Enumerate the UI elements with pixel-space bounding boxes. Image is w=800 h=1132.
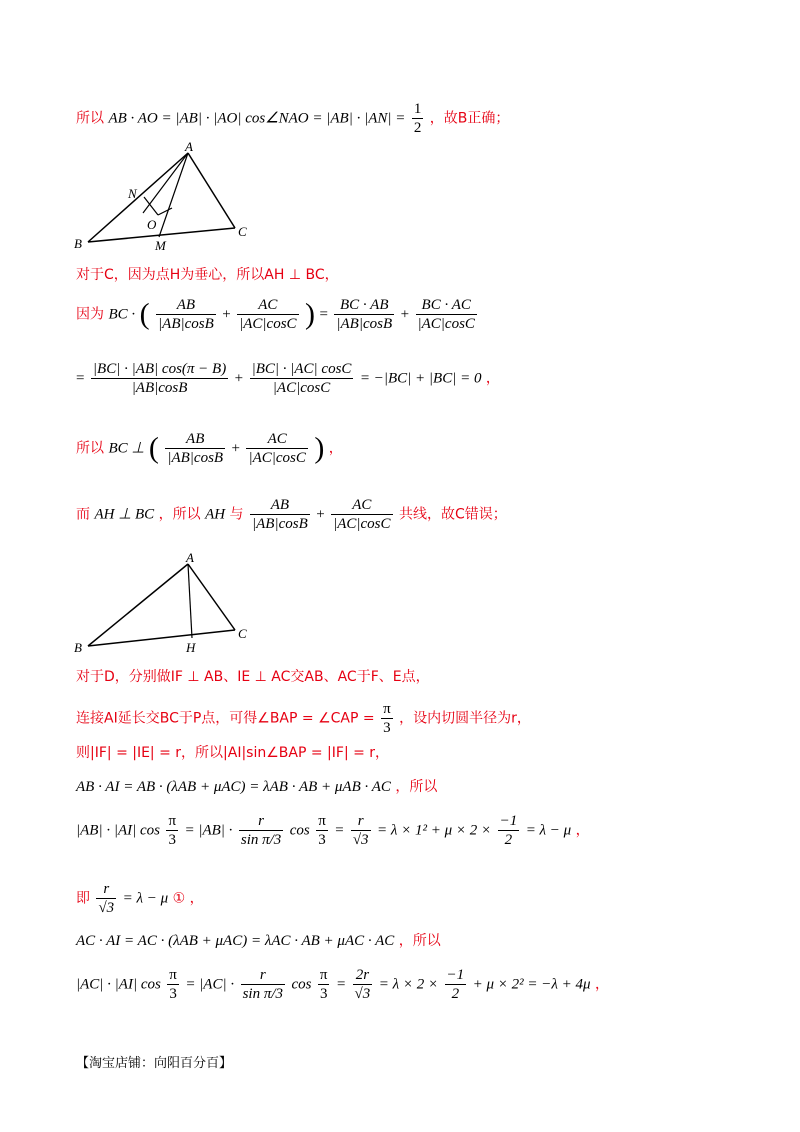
line-12-math: = λ − μ [122, 890, 169, 907]
plus-sign: + [400, 306, 410, 323]
fraction-numerator: AB [156, 296, 216, 315]
paren-close: ) [314, 431, 325, 465]
fraction-numerator: −1 [446, 967, 465, 983]
line-9 [76, 742, 389, 762]
line-2-text: 对于C，因为点H为垂心，所以AH ⊥ BC， [76, 267, 339, 283]
line-4-tail: = −|BC| + |BC| = 0 [359, 370, 482, 387]
fraction [246, 430, 307, 467]
line-13-suffix: ，所以 [398, 933, 441, 949]
fraction-denominator: 2 [413, 120, 422, 136]
plus-sign: + [222, 306, 231, 323]
line-5-prefix: 所以 [76, 440, 104, 457]
line-14-math-a: |AC| · |AI| cos [76, 976, 161, 993]
fraction-denominator: sin π/3 [240, 832, 282, 848]
fraction-numerator: AC [246, 430, 307, 449]
line-14-math-e: = λ × 2 × [378, 976, 439, 993]
line-11-math-a: |AB| · |AI| cos [76, 822, 160, 839]
line-4-comma: ， [485, 370, 500, 387]
fraction-numerator: π [318, 813, 326, 829]
line-1 [76, 100, 509, 137]
line-10-suffix: ，所以 [395, 779, 438, 795]
fraction-denominator: 3 [319, 986, 328, 1002]
line-1-math: AB · AO = |AB| · |AO| cos∠NAO = |AB| · |AN| = [108, 110, 406, 127]
line-10 [76, 776, 437, 796]
fraction-denominator: |AB|cosB [252, 516, 308, 532]
fraction-numerator: r [96, 880, 116, 899]
fraction-denominator: √3 [354, 986, 371, 1002]
line-6-mid: ，所以 [158, 506, 201, 523]
line-14 [76, 966, 609, 1003]
line-13-math: AC · AI = AC · (λAB + μAC) = λAC · AB + μAC · AC [76, 933, 395, 949]
fraction [166, 812, 178, 849]
line-3 [76, 296, 479, 333]
line-8 [76, 700, 531, 737]
fraction-denominator: |AC|cosC [417, 316, 475, 332]
fraction [381, 700, 393, 737]
fraction-numerator: r [351, 812, 371, 831]
fraction-numerator: AB [250, 496, 310, 515]
line-13 [76, 930, 441, 950]
label-B: B [74, 640, 82, 652]
paren-close: ) [305, 297, 316, 331]
line-11 [76, 812, 590, 849]
plus-sign: + [316, 506, 325, 523]
line-5-comma: ， [328, 440, 343, 457]
line-12 [76, 880, 204, 917]
fraction-numerator: −1 [499, 813, 518, 829]
line-11-math-e: = λ × 1² + μ × 2 × [377, 822, 492, 839]
line-14-comma: ， [594, 976, 609, 993]
circled-one: ① [172, 890, 186, 907]
label-B: B [74, 236, 82, 251]
line-4 [76, 360, 500, 397]
line-11-math-b: = |AB| · [184, 822, 233, 839]
fraction [250, 360, 354, 397]
fraction [331, 496, 392, 533]
line-2 [76, 264, 339, 284]
fraction [318, 966, 330, 1003]
line-6-with: 与 [229, 506, 244, 523]
fraction-denominator: |AB|cosB [158, 316, 214, 332]
label-C: C [238, 224, 247, 239]
line-14-math-b: = |AC| · [185, 976, 235, 993]
fraction-numerator: 1 [413, 101, 422, 117]
line-5-math: BC ⊥ [108, 440, 145, 457]
fraction [334, 296, 394, 333]
fraction-numerator: AB [165, 430, 225, 449]
line-6 [76, 496, 507, 533]
footer-shop-label: 【淘宝店铺：向阳百分百】 [76, 1056, 233, 1071]
fraction-numerator: AC [331, 496, 392, 515]
line-7 [76, 666, 430, 686]
equals-sign: = [319, 306, 328, 323]
fraction-numerator: BC · AB [334, 296, 394, 315]
label-N: N [128, 186, 137, 201]
line-12-prefix: 即 [76, 890, 90, 907]
line-10-math: AB · AI = AB · (λAB + μAC) = λAB · AB + μAB · AC [76, 779, 391, 795]
fraction-denominator: |AC|cosC [272, 380, 331, 396]
fraction [167, 966, 179, 1003]
fraction-numerator: π [169, 967, 177, 983]
line-7-text: 对于D，分别做IF ⊥ AB、IE ⊥ AC交AB、AC于F、E点， [76, 669, 430, 685]
triangle-figure-2 [70, 552, 270, 652]
equals-sign: = [76, 370, 85, 387]
triangle-figure-1 [70, 142, 270, 252]
line-6-math-1: AH ⊥ BC [94, 506, 155, 523]
fraction-denominator: |AB|cosB [336, 316, 393, 332]
fraction [96, 880, 116, 917]
fraction-numerator: |BC| · |AB| cos(π − B) [92, 361, 227, 377]
fraction [416, 296, 477, 333]
fraction-denominator: |AB|cosB [131, 380, 188, 396]
label-M: M [155, 238, 166, 252]
line-11-comma: ， [575, 822, 590, 839]
label-A: A [186, 552, 194, 565]
fraction-denominator: √3 [352, 832, 369, 848]
label-O: O [147, 217, 157, 232]
line-1-prefix: 所以 [76, 110, 104, 127]
fraction-numerator: AC [237, 296, 298, 315]
fraction [165, 430, 225, 467]
label-C: C [238, 626, 247, 641]
fraction-numerator: π [319, 967, 328, 983]
fraction-denominator: 3 [169, 986, 177, 1002]
fraction-denominator: |AC|cosC [333, 516, 391, 532]
fraction-numerator: π [383, 701, 391, 717]
fraction-numerator: π [168, 813, 177, 829]
fraction-denominator: sin π/3 [242, 986, 283, 1002]
label-H: H [186, 640, 196, 652]
label-A: A [185, 142, 193, 154]
fraction [316, 812, 328, 849]
fraction-denominator: √3 [98, 900, 115, 916]
fraction-numerator: BC · AC [416, 296, 477, 315]
line-3-prefix: 因为 [76, 306, 104, 323]
fraction [250, 496, 310, 533]
line-1-fraction [412, 100, 424, 137]
fraction-denominator: 3 [168, 832, 176, 848]
line-12-comma: ， [189, 890, 204, 907]
line-5 [76, 430, 343, 467]
fraction-denominator: |AB|cosB [167, 450, 224, 466]
fraction-denominator: 2 [504, 832, 513, 848]
fraction [353, 966, 373, 1003]
line-14-math-c: cos [291, 976, 312, 993]
line-11-math-c: cos [289, 822, 310, 839]
fraction-numerator: |BC| · |AC| cosC [251, 361, 352, 377]
fraction [241, 966, 285, 1003]
paren-open: ( [139, 297, 150, 331]
fraction [351, 812, 371, 849]
line-11-math-d: = [334, 822, 345, 839]
line-14-math-d: = [335, 976, 347, 993]
line-11-math-f: = λ − μ [525, 822, 572, 839]
fraction [239, 812, 283, 849]
plus-sign: + [234, 370, 244, 387]
fraction-numerator: r [241, 966, 285, 985]
line-1-suffix: ，故B正确； [429, 110, 510, 127]
line-3-math: BC · [108, 306, 136, 323]
fraction-denominator: 3 [383, 720, 391, 736]
fraction-denominator: 3 [318, 832, 326, 848]
fraction-denominator: |AC|cosC [239, 316, 297, 332]
line-14-math-f: + μ × 2² = −λ + 4μ [472, 976, 591, 993]
line-8-prefix: 连接AI延长交BC于P点，可得∠BAP = ∠CAP = [76, 710, 375, 727]
paren-open: ( [148, 431, 159, 465]
plus-sign: + [231, 440, 240, 457]
fraction [91, 360, 228, 397]
line-6-suffix: 共线，故C错误； [398, 506, 507, 523]
fraction-numerator: r [239, 812, 283, 831]
line-8-suffix: ，设内切圆半径为r， [399, 710, 531, 727]
fraction-denominator: |AC|cosC [248, 450, 306, 466]
fraction [498, 812, 520, 849]
line-9-text: 则|IF| = |IE| = r，所以|AI|sin∠BAP = |IF| = r， [76, 745, 390, 761]
fraction [156, 296, 216, 333]
line-6-prefix: 而 [76, 506, 90, 523]
fraction [445, 966, 467, 1003]
line-6-math-2: AH [205, 506, 226, 523]
fraction-denominator: 2 [451, 986, 460, 1002]
fraction [237, 296, 298, 333]
fraction-numerator: 2r [353, 966, 373, 985]
